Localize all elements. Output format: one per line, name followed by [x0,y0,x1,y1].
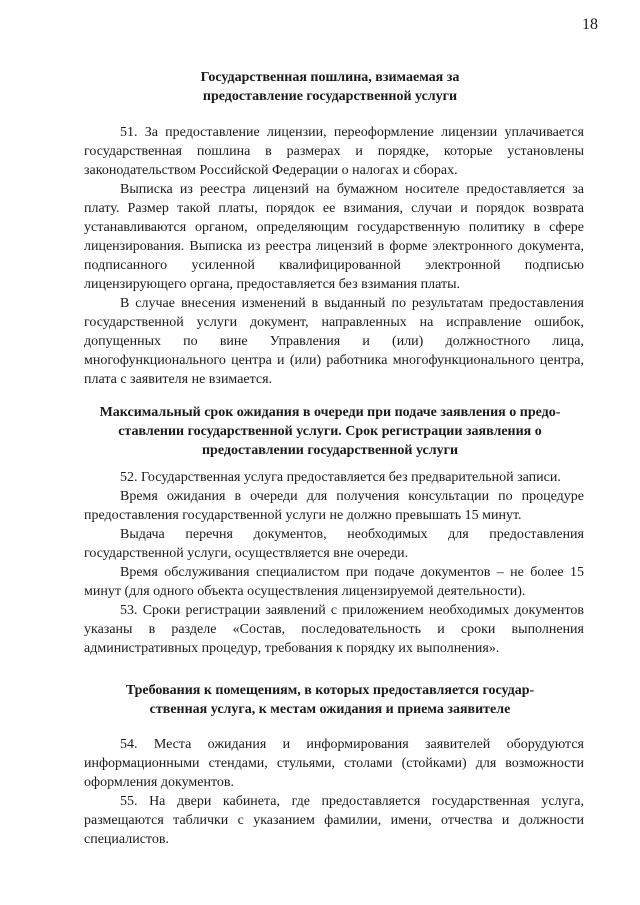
page-number: 18 [582,16,598,33]
paragraph-53: 53. Сроки регистрации заявлений с приложением необходимых документов указаны в разделе «Состав, последовательность и сроки выполнения административных процедур, требования к порядку их выполнения». [84,603,584,656]
heading-line: Государственная пошлина, взимаемая за [200,70,460,85]
section-heading-queue-time [70,403,590,460]
section-body-premises [84,735,584,849]
paragraph-extract: Выписка из реестра лицензий на бумажном носителе предоставляется за плату. Размер такой платы, порядок ее взимания, случаи и порядок возврата устанавливаются органом, определяющим государственную политику в сфере лицензирования. Выписка из реестра лицензий в форме электронного документа, подписанного усиленной квалифицированной электронной подписью лицензирующего органа, предоставляется без взимания платы. [84,182,584,292]
heading-line: ставлении государственной услуги. Срок регистрации заявления о [118,424,542,439]
paragraph-51: 51. За предоставление лицензии, переоформление лицензии уплачивается государственная пошлина в размерах и порядке, которые установлены законодательством Российской Федерации о налогах и сборах. [84,125,584,178]
heading-line: предоставлении государственной услуги [201,443,459,458]
heading-line: ственная услуга, к местам ожидания и приема заявителе [149,702,511,717]
section-heading-premises [70,681,590,719]
section-body-queue-time [84,468,584,658]
section-body-state-fee [84,123,584,389]
heading-line: предоставление государственной услуги [202,89,458,104]
heading-line: Требования к помещениям, в которых предоставляется государ- [125,683,535,698]
paragraph-service-time: Время обслуживания специалистом при подаче документов – не более 15 минут (для одного объекта осуществления лицензируемой деятельности). [84,565,584,599]
paragraph-52: 52. Государственная услуга предоставляется без предварительной записи. [120,470,561,485]
heading-line: Максимальный срок ожидания в очереди при подаче заявления о предо- [99,405,561,420]
paragraph-54: 54. Места ожидания и информирования заявителей оборудуются информационными стендами, стульями, столами (стойками) для возможности оформления документов. [84,737,584,790]
paragraph-document-list: Выдача перечня документов, необходимых для предоставления государственной услуги, осуществляется вне очереди. [84,527,584,561]
paragraph-changes: В случае внесения изменений в выданный по результатам предоставления государственной услуги документ, направленных на исправление ошибок, допущенных по вине Управления и (или) должностного лица, многофункционального центра и (или) работника многофункционального центра, плата с заявителя не взимается. [84,296,584,387]
paragraph-55: 55. На двери кабинета, где предоставляется государственная услуга, размещаются таблички с указанием фамилии, имени, отчества и должности специалистов. [84,794,584,847]
section-heading-state-fee [70,68,590,106]
paragraph-waiting: Время ожидания в очереди для получения консультации по процедуре предоставления государственной услуги не должно превышать 15 минут. [84,489,584,523]
